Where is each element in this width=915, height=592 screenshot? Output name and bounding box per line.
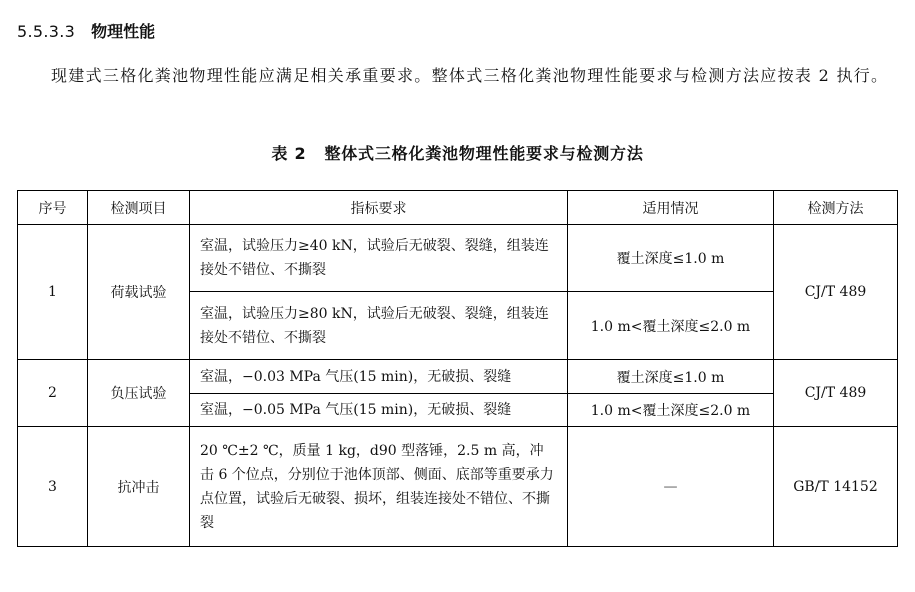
cell-no: 3 bbox=[18, 427, 88, 547]
table-title: 整体式三格化粪池物理性能要求与检测方法 bbox=[324, 144, 644, 163]
table-row bbox=[18, 427, 898, 547]
body-paragraph bbox=[17, 60, 901, 92]
cell-method: CJ/T 489 bbox=[774, 225, 898, 360]
table-row bbox=[18, 360, 898, 394]
cell-condition: 覆土深度≤1.0 m bbox=[568, 225, 774, 292]
cell-method: CJ/T 489 bbox=[774, 360, 898, 427]
cell-condition: 1.0 m<覆土深度≤2.0 m bbox=[568, 394, 774, 427]
table-caption bbox=[0, 141, 915, 164]
section-title: 物理性能 bbox=[91, 22, 156, 41]
table-row bbox=[18, 225, 898, 292]
cell-requirement: 室温，−0.05 MPa 气压(15 min)，无破损、裂缝 bbox=[190, 394, 568, 427]
cell-method: GB/T 14152 bbox=[774, 427, 898, 547]
cell-condition: — bbox=[568, 427, 774, 547]
header-condition: 适用情况 bbox=[568, 191, 774, 225]
cell-item: 负压试验 bbox=[88, 360, 190, 427]
paragraph-text: 现建式三格化粪池物理性能应满足相关承重要求。整体式三格化粪池物理性能要求与检测方法应按表 2 执行。 bbox=[51, 66, 889, 85]
cell-requirement: 室温，试验压力≥40 kN，试验后无破裂、裂缝，组装连接处不错位、不撕裂 bbox=[190, 225, 568, 292]
cell-item: 抗冲击 bbox=[88, 427, 190, 547]
section-heading bbox=[17, 19, 155, 42]
spec-table bbox=[17, 190, 898, 547]
header-requirement: 指标要求 bbox=[190, 191, 568, 225]
section-number: 5.5.3.3 bbox=[17, 22, 76, 41]
cell-no: 2 bbox=[18, 360, 88, 427]
cell-item: 荷载试验 bbox=[88, 225, 190, 360]
cell-requirement: 20 ℃±2 ℃，质量 1 kg，d90 型落锤，2.5 m 高，冲击 6 个位点，分别位于池体顶部、侧面、底部等重要承力点位置，试验后无破裂、损坏，组装连接处不错位、不撕裂 bbox=[190, 427, 568, 547]
cell-requirement: 室温，−0.03 MPa 气压(15 min)，无破损、裂缝 bbox=[190, 360, 568, 394]
cell-requirement: 室温，试验压力≥80 kN，试验后无破裂、裂缝，组装连接处不错位、不撕裂 bbox=[190, 292, 568, 360]
cell-condition: 覆土深度≤1.0 m bbox=[568, 360, 774, 394]
cell-no: 1 bbox=[18, 225, 88, 360]
header-item: 检测项目 bbox=[88, 191, 190, 225]
header-no: 序号 bbox=[18, 191, 88, 225]
table-header-row bbox=[18, 191, 898, 225]
cell-condition: 1.0 m<覆土深度≤2.0 m bbox=[568, 292, 774, 360]
table-label: 表 2 bbox=[271, 144, 307, 163]
header-method: 检测方法 bbox=[774, 191, 898, 225]
